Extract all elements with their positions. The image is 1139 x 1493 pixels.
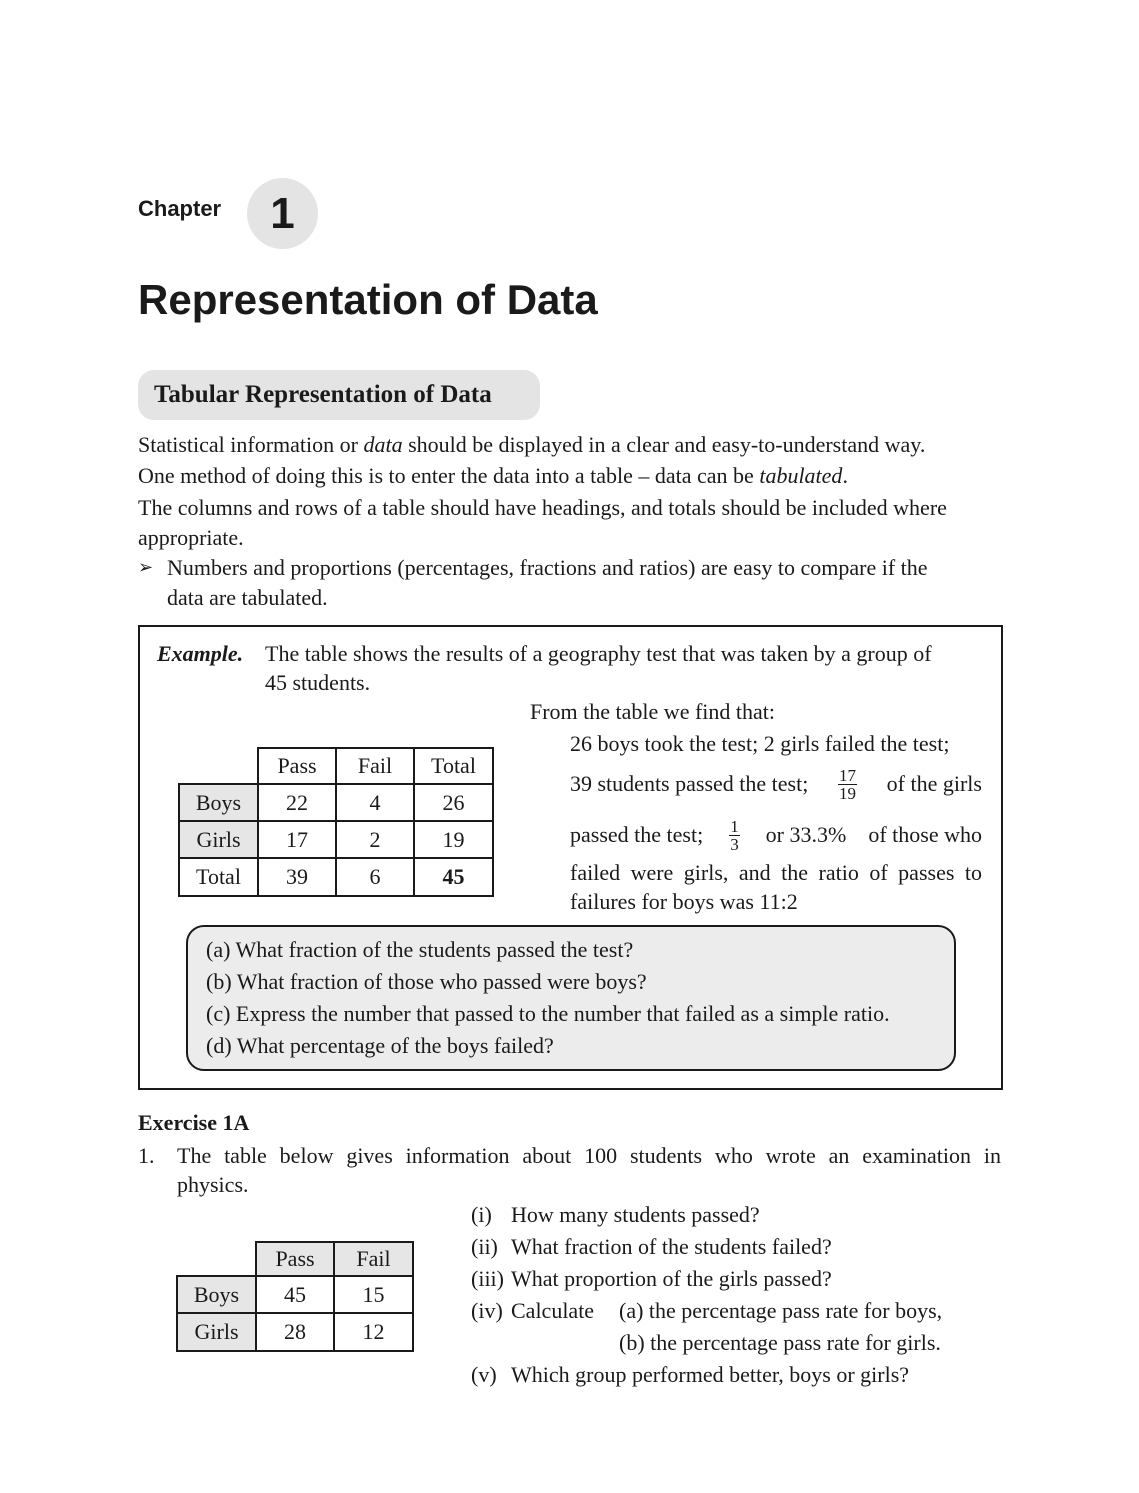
finding-line-5: failures for boys was 11:2 <box>570 889 798 914</box>
part-number: (i) <box>471 1202 492 1227</box>
example-line-2: 45 students. <box>265 670 371 695</box>
fraction-17-19 <box>838 767 857 802</box>
table-row <box>177 1313 413 1351</box>
arrowhead-bullet-icon: ➢ <box>138 557 154 578</box>
bullet-line-1: Numbers and proportions (percentages, fractions and ratios) are easy to compare if the <box>167 555 928 580</box>
table-cell: 6 <box>336 858 414 896</box>
table-cell: 15 <box>334 1276 413 1313</box>
intro-line-2 <box>138 462 848 490</box>
finding-line-1: 26 boys took the test; 2 girls failed the test; <box>570 731 950 756</box>
intro-line-4: appropriate. <box>138 525 244 550</box>
table-corner <box>179 748 258 784</box>
table-row <box>179 821 493 858</box>
row-label: Girls <box>179 821 258 858</box>
fraction-denominator: 19 <box>838 783 856 803</box>
table-cell: 2 <box>336 821 414 858</box>
part-number: (iii) <box>471 1266 504 1291</box>
part-number: (v) <box>471 1362 497 1387</box>
table-header: Pass <box>256 1242 334 1276</box>
finding-text: or 33.3% <box>765 822 847 847</box>
table-header: Pass <box>258 748 336 784</box>
part-number: (ii) <box>471 1234 498 1259</box>
table-row <box>177 1276 413 1313</box>
fraction-1-3 <box>729 818 740 853</box>
table-cell: 39 <box>258 858 336 896</box>
section-heading-text: Tabular Representation of Data <box>154 381 492 408</box>
part-iii: What proportion of the girls passed? <box>511 1266 832 1291</box>
intro-line-1 <box>138 431 925 459</box>
table-cell: 26 <box>414 784 493 821</box>
table-header-row <box>177 1242 413 1276</box>
example-question-a: (a) What fraction of the students passed the test? <box>206 937 634 962</box>
part-iv-a: (a) the percentage pass rate for boys, <box>619 1298 943 1323</box>
bullet-line-2: data are tabulated. <box>167 585 328 610</box>
finding-line-4: failed were girls, and the ratio of passes to <box>570 860 982 885</box>
intro-emphasis: tabulated <box>759 463 843 488</box>
page-title: Representation of Data <box>138 276 598 323</box>
example-label: Example. <box>157 641 244 666</box>
finding-line-2 <box>570 764 982 804</box>
part-v: Which group performed better, boys or girls? <box>511 1362 910 1387</box>
row-label: Boys <box>179 784 258 821</box>
row-label: Boys <box>177 1276 256 1313</box>
part-iv-b: (b) the percentage pass rate for girls. <box>619 1330 941 1355</box>
section-heading <box>138 370 540 420</box>
results-table <box>178 747 494 897</box>
intro-text: One method of doing this is to enter the data into a table – data can be <box>138 463 760 488</box>
table-cell: 17 <box>258 821 336 858</box>
table-header: Total <box>414 748 493 784</box>
fraction-denominator: 3 <box>730 834 739 854</box>
intro-text: . <box>842 463 848 488</box>
example-question-b: (b) What fraction of those who passed were boys? <box>206 969 647 994</box>
exercise-q1-number: 1. <box>138 1143 155 1168</box>
example-line-1: The table shows the results of a geography test that was taken by a group of <box>265 641 932 666</box>
part-ii: What fraction of the students failed? <box>511 1234 832 1259</box>
table-cell: 28 <box>256 1313 334 1351</box>
chapter-number-badge <box>247 178 318 249</box>
fraction-numerator: 17 <box>838 765 856 785</box>
part-iv: Calculate <box>511 1298 595 1323</box>
table-header: Fail <box>334 1242 413 1276</box>
exercise-table <box>176 1241 414 1352</box>
table-row <box>179 784 493 821</box>
exercise-q1-line-2: physics. <box>177 1172 249 1197</box>
exercise-title: Exercise 1A <box>138 1110 250 1135</box>
finding-text: 39 students passed the test; <box>570 771 809 796</box>
table-header-row <box>179 748 493 784</box>
table-cell: 22 <box>258 784 336 821</box>
table-cell: 45 <box>256 1276 334 1313</box>
table-cell: 19 <box>414 821 493 858</box>
table-row <box>179 858 493 896</box>
grand-total-cell: 45 <box>414 858 493 896</box>
chapter-label: Chapter <box>138 196 222 221</box>
intro-text: should be displayed in a clear and easy-to-understand way. <box>402 432 926 457</box>
example-question-c: (c) Express the number that passed to the number that failed as a simple ratio. <box>206 1001 890 1026</box>
intro-text: Statistical information or <box>138 432 364 457</box>
example-question-d: (d) What percentage of the boys failed? <box>206 1033 554 1058</box>
intro-emphasis: data <box>363 432 403 457</box>
finding-line-3 <box>570 815 982 855</box>
part-number: (iv) <box>471 1298 503 1323</box>
finding-text: passed the test; <box>570 822 704 847</box>
chapter-number: 1 <box>270 188 295 238</box>
table-cell: 4 <box>336 784 414 821</box>
finding-text: of the girls <box>886 771 982 796</box>
table-header: Fail <box>336 748 414 784</box>
findings-intro: From the table we find that: <box>530 699 775 724</box>
row-label: Total <box>179 858 258 896</box>
fraction-numerator: 1 <box>730 816 739 836</box>
row-label: Girls <box>177 1313 256 1351</box>
exercise-q1-line-1: The table below gives information about 100 students who wrote an examination in <box>177 1143 1001 1168</box>
table-cell: 12 <box>334 1313 413 1351</box>
finding-text: of those who <box>868 822 982 847</box>
part-i: How many students passed? <box>511 1202 760 1227</box>
table-corner <box>177 1242 256 1276</box>
intro-line-3: The columns and rows of a table should have headings, and totals should be included where <box>138 495 947 520</box>
